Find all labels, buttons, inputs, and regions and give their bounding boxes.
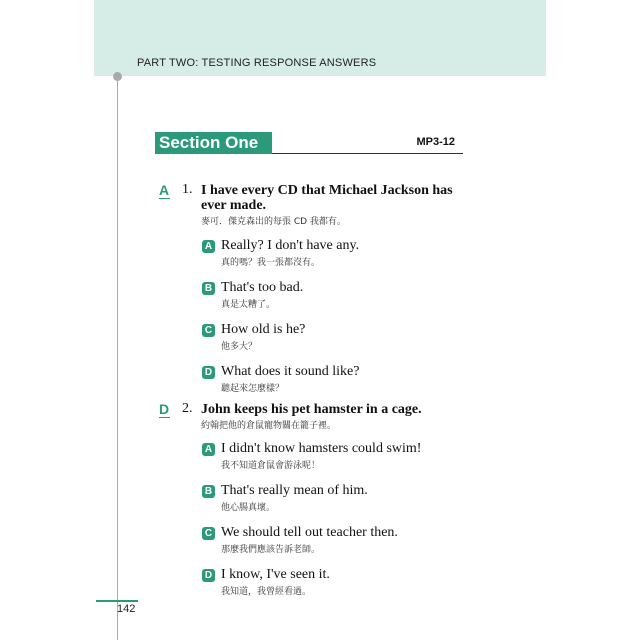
audio-track-label: MP3-12: [416, 136, 455, 148]
option-text-q2-d: I know, I've seen it.: [221, 567, 330, 582]
option-translation-q2-b: 他心腸真壞。: [221, 503, 276, 513]
option-text-q2-a: I didn't know hamsters could swim!: [221, 441, 422, 456]
page-header-title: PART TWO: TESTING RESPONSE ANSWERS: [137, 57, 377, 69]
page-number: 142: [117, 603, 136, 615]
option-badge-q1-d: D: [202, 366, 215, 379]
option-text-q1-a: Really? I don't have any.: [221, 238, 360, 253]
option-text-q2-b: That's really mean of him.: [221, 483, 368, 498]
option-text-q1-c: How old is he?: [221, 322, 306, 337]
option-translation-q1-d: 聽起來怎麼樣？: [221, 384, 285, 394]
option-badge-q2-b: B: [202, 485, 215, 498]
option-translation-q2-d: 我知道，我曾經看過。: [221, 587, 312, 597]
option-badge-q2-d: D: [202, 569, 215, 582]
question-text-q1-line2: ever made.: [201, 198, 267, 213]
option-translation-q2-a: 我不知道倉鼠會游泳呢！: [221, 461, 321, 471]
question-translation-q1: 麥可．傑克森出的每張 CD 我都有。: [201, 217, 346, 227]
answer-key-q2: D: [159, 401, 170, 417]
section-heading: [155, 132, 463, 154]
question-text-q1-line1: I have every CD that Michael Jackson has: [201, 183, 453, 198]
question-number-q2: 2.: [182, 401, 193, 416]
option-badge-q1-c: C: [202, 324, 215, 337]
question-number-q1: 1.: [182, 182, 193, 197]
section-rule: [272, 153, 463, 154]
question-text-q2: John keeps his pet hamster in a cage.: [201, 402, 422, 417]
option-badge-q1-a: A: [202, 240, 215, 253]
margin-line: [117, 76, 118, 640]
option-badge-q2-c: C: [202, 527, 215, 540]
option-translation-q1-c: 他多大？: [221, 342, 258, 352]
option-translation-q1-b: 真是太糟了。: [221, 300, 276, 310]
option-translation-q1-a: 真的嗎？我一張都沒有。: [221, 258, 321, 268]
footer-rule: [96, 600, 138, 602]
option-text-q1-d: What does it sound like?: [221, 364, 360, 379]
section-title: Section One: [155, 132, 272, 154]
question-translation-q2: 約翰把他的倉鼠寵物關在籠子裡。: [201, 421, 337, 431]
option-translation-q2-c: 那麼我們應該告訴老師。: [221, 545, 321, 555]
option-text-q1-b: That's too bad.: [221, 280, 304, 295]
option-text-q2-c: We should tell out teacher then.: [221, 525, 398, 540]
option-badge-q2-a: A: [202, 443, 215, 456]
option-badge-q1-b: B: [202, 282, 215, 295]
answer-key-q1: A: [159, 182, 170, 198]
